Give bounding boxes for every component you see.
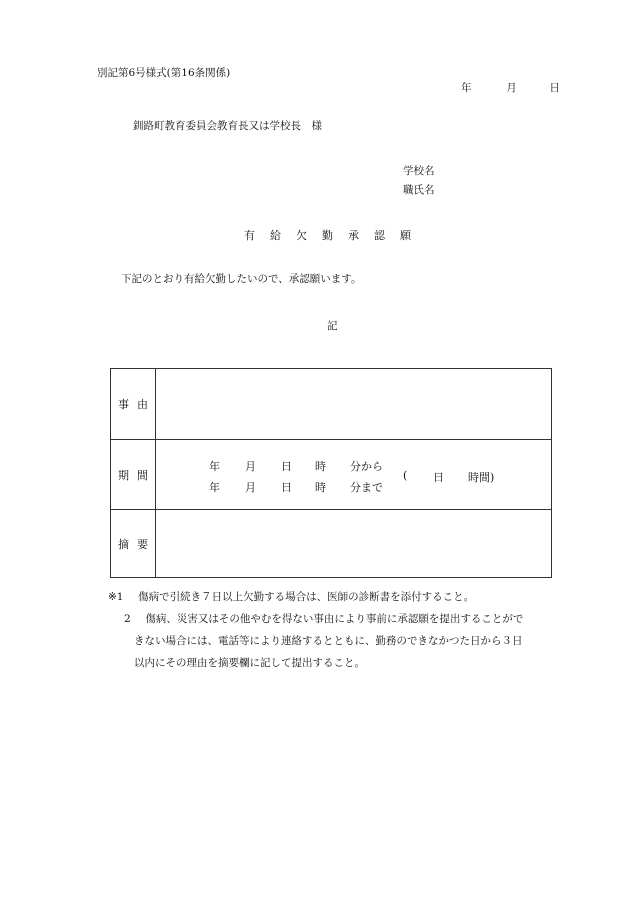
title-char: 認 — [374, 229, 386, 242]
note-2-line2: きない場合には、電話等により連絡するとともに、勤務のできなかつた日から３日 — [134, 635, 523, 647]
remarks-label-char: 要 — [137, 538, 148, 551]
total-hours: 時間) — [468, 471, 495, 484]
to-year: 年 — [209, 481, 220, 494]
date-month: 月 — [506, 82, 517, 94]
to-minute: 分まで — [350, 481, 383, 494]
title-char: 欠 — [296, 229, 308, 242]
note-2-number: 2 — [124, 613, 131, 625]
from-minute: 分から — [350, 460, 383, 473]
date-day: 日 — [549, 82, 560, 94]
period-label-char: 期 — [118, 469, 129, 482]
period-field[interactable] — [157, 440, 551, 510]
date-year: 年 — [461, 82, 472, 94]
from-day: 日 — [281, 460, 292, 473]
from-year: 年 — [209, 460, 220, 473]
period-label — [111, 440, 156, 510]
reason-label-char: 由 — [137, 398, 148, 411]
intro-text: 下記のとおり有給欠勤したいので、承認願います。 — [121, 273, 362, 285]
period-row — [111, 439, 551, 510]
to-day: 日 — [281, 481, 292, 494]
title-char: 勤 — [322, 229, 334, 242]
remarks-label-char: 摘 — [118, 538, 129, 551]
total-days: 日 — [433, 471, 444, 484]
job-title-name-label: 職氏名 — [403, 184, 435, 196]
note-2 — [124, 611, 523, 626]
date-line — [461, 80, 560, 95]
note-1 — [108, 589, 474, 604]
note-1-text: 傷病で引続き７日以上欠勤する場合は、医師の診断書を添付すること。 — [138, 591, 475, 603]
note-1-mark: ※1 — [108, 591, 124, 603]
document-title — [244, 227, 426, 243]
reason-field[interactable] — [157, 369, 551, 439]
from-hour: 時 — [315, 460, 326, 473]
note-2-text-line1: 傷病、災害又はその他やむを得ない事由により事前に承認願を提出することがで — [145, 613, 524, 625]
remarks-field[interactable] — [157, 510, 551, 578]
note-2-line3: 以内にその理由を摘要欄に記して提出すること。 — [134, 657, 365, 669]
remarks-label — [111, 510, 156, 578]
paren-open: ( — [403, 469, 408, 482]
leave-form-table — [110, 368, 552, 578]
school-name-label: 学校名 — [403, 165, 435, 177]
recipient: 釧路町教育委員会教育長又は学校長 様 — [133, 120, 322, 132]
ki-heading: 記 — [327, 320, 338, 332]
title-char: 承 — [348, 229, 360, 242]
remarks-row — [111, 509, 551, 578]
period-label-char: 間 — [137, 469, 148, 482]
title-char: 給 — [270, 229, 282, 242]
reason-label — [111, 369, 156, 439]
reason-label-char: 事 — [118, 398, 129, 411]
reason-row — [111, 369, 551, 439]
form-number: 別記第6号様式(第16条関係) — [97, 67, 231, 79]
title-char: 有 — [244, 229, 256, 242]
title-char: 願 — [400, 229, 412, 242]
to-hour: 時 — [315, 481, 326, 494]
to-month: 月 — [245, 481, 256, 494]
from-month: 月 — [245, 460, 256, 473]
